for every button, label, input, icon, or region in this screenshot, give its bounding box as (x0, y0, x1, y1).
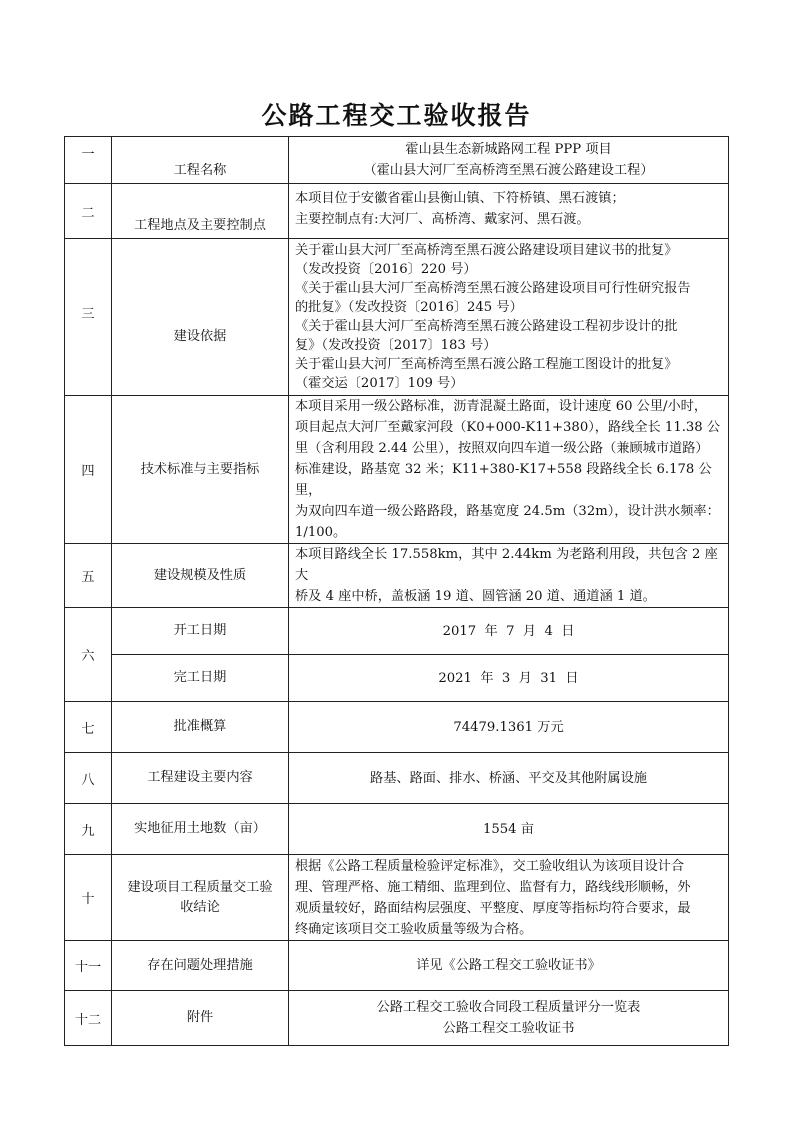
row-value: 详见《公路工程交工验收证书》 (289, 941, 729, 991)
table-row (65, 855, 729, 941)
label-line: 收结论 (180, 899, 220, 915)
page-title: 公路工程交工验收报告 (261, 101, 532, 130)
row-value: 2021 年 3 月 31 日 (289, 655, 729, 702)
value-line: 本项目路线全长 17.558km，其中 2.44km 为老路利用段，共包含 2 座大 (295, 547, 718, 583)
row-label: 建设规模及性质 (112, 544, 289, 608)
value-line: 关于霍山县大河厂至高桥湾至黑石渡公路工程施工图设计的批复》 (295, 357, 678, 372)
row-number: 三 (65, 239, 112, 396)
row-number: 十 (65, 855, 112, 941)
row-number: 一 (65, 137, 112, 184)
table-row (65, 608, 729, 655)
row-label: 工程地点及主要控制点 (112, 184, 289, 239)
table-row (65, 753, 729, 804)
row-number: 六 (65, 608, 112, 702)
value-line: 本项目位于安徽省霍山县衡山镇、下符桥镇、黑石渡镇； (295, 191, 625, 206)
value-line: 霍山县生态新城路网工程 PPP 项目 (405, 142, 612, 157)
row-value: 2017 年 7 月 4 日 (289, 608, 729, 655)
value-line: 理、管理严格、施工精细、监理到位、监督有力，路线线形顺畅，外 (295, 879, 691, 895)
table-row (65, 702, 729, 753)
row-label (112, 855, 289, 941)
row-value: 74479.1361 万元 (289, 702, 729, 753)
value-line: （霍山县大河厂至高桥湾至黑石渡公路建设工程） (363, 163, 654, 178)
row-number: 四 (65, 396, 112, 544)
row-value (289, 396, 729, 544)
value-line: （发改投资〔2016〕220 号） (295, 262, 477, 277)
row-number: 十一 (65, 941, 112, 991)
value-line: 《关于霍山县大河厂至高桥湾至黑石渡公路建设工程初步设计的批 (295, 319, 678, 334)
row-value (289, 991, 729, 1046)
row-label: 完工日期 (112, 655, 289, 702)
value-line: 根据《公路工程质量检验评定标准》，交工验收组认为该项目设计合 (295, 858, 685, 874)
value-line: 的批复》（发改投资〔2016〕245 号） (295, 300, 523, 315)
value-line: 桥及 4 座中桥，盖板涵 19 道、圆管涵 20 道、通道涵 1 道。 (295, 589, 656, 604)
row-value: 1554 亩 (289, 804, 729, 855)
value-line: 为双向四车道一级公路路段，路基宽度 24.5m（32m），设计洪水频率： (295, 504, 720, 519)
row-value (289, 855, 729, 941)
label-line: 建设项目工程质量交工验 (127, 879, 273, 895)
value-line: 标准建设，路基宽 32 米；K11+380-K17+558 段路线全长 6.178 公里， (295, 462, 712, 498)
row-label: 存在问题处理措施 (112, 941, 289, 991)
value-line: 里（含利用段 2.44 公里），按照双向四车道一级公路（兼顾城市道路） (295, 441, 709, 456)
table-row (65, 239, 729, 396)
value-line: 项目起点大河厂至戴家河段（K0+000-K11+380），路线全长 11.38 公 (295, 420, 721, 435)
row-number: 二 (65, 184, 112, 239)
row-label: 工程建设主要内容 (112, 753, 289, 804)
table-row (65, 184, 729, 239)
row-label: 技术标准与主要指标 (112, 396, 289, 544)
table-row (65, 396, 729, 544)
value-line: 公路工程交工验收合同段工程质量评分一览表 (376, 1000, 641, 1015)
table-row (65, 137, 729, 184)
value-line: 观质量较好，路面结构层强度、平整度、厚度等指标均符合要求，最 (295, 900, 691, 916)
row-label: 工程名称 (112, 137, 289, 184)
table-row (65, 655, 729, 702)
row-label: 批准概算 (112, 702, 289, 753)
value-line: 复》（发改投资〔2017〕183 号） (295, 338, 497, 353)
row-label: 开工日期 (112, 608, 289, 655)
row-number: 十二 (65, 991, 112, 1046)
report-table (64, 136, 729, 1046)
row-value (289, 239, 729, 396)
value-line: 《关于霍山县大河厂至高桥湾至黑石渡公路建设项目可行性研究报告 (295, 281, 691, 296)
value-line: 终确定该项目交工验收质量等级为合格。 (295, 921, 533, 937)
row-number: 五 (65, 544, 112, 608)
row-label: 附件 (112, 991, 289, 1046)
value-line: （霍交运〔2017〕109 号） (295, 376, 464, 391)
row-value: 路基、路面、排水、桥涵、平交及其他附属设施 (289, 753, 729, 804)
row-label: 建设依据 (112, 239, 289, 396)
row-number: 八 (65, 753, 112, 804)
table-row (65, 991, 729, 1046)
row-number: 七 (65, 702, 112, 753)
value-line: 关于霍山县大河厂至高桥湾至黑石渡公路建设项目建议书的批复》 (295, 243, 678, 258)
value-line: 本项目采用一级公路标准，沥青混凝土路面，设计速度 60 公里/小时， (295, 399, 708, 414)
table-row (65, 941, 729, 991)
value-line: 公路工程交工验收证书 (442, 1021, 575, 1036)
value-line: 1/100。 (295, 525, 347, 540)
row-value (289, 137, 729, 184)
row-value (289, 544, 729, 608)
row-value (289, 184, 729, 239)
row-label: 实地征用土地数（亩） (112, 804, 289, 855)
table-row (65, 804, 729, 855)
row-number: 九 (65, 804, 112, 855)
value-line: 主要控制点有:大河厂、高桥湾、戴家河、黑石渡。 (295, 212, 590, 227)
table-row (65, 544, 729, 608)
